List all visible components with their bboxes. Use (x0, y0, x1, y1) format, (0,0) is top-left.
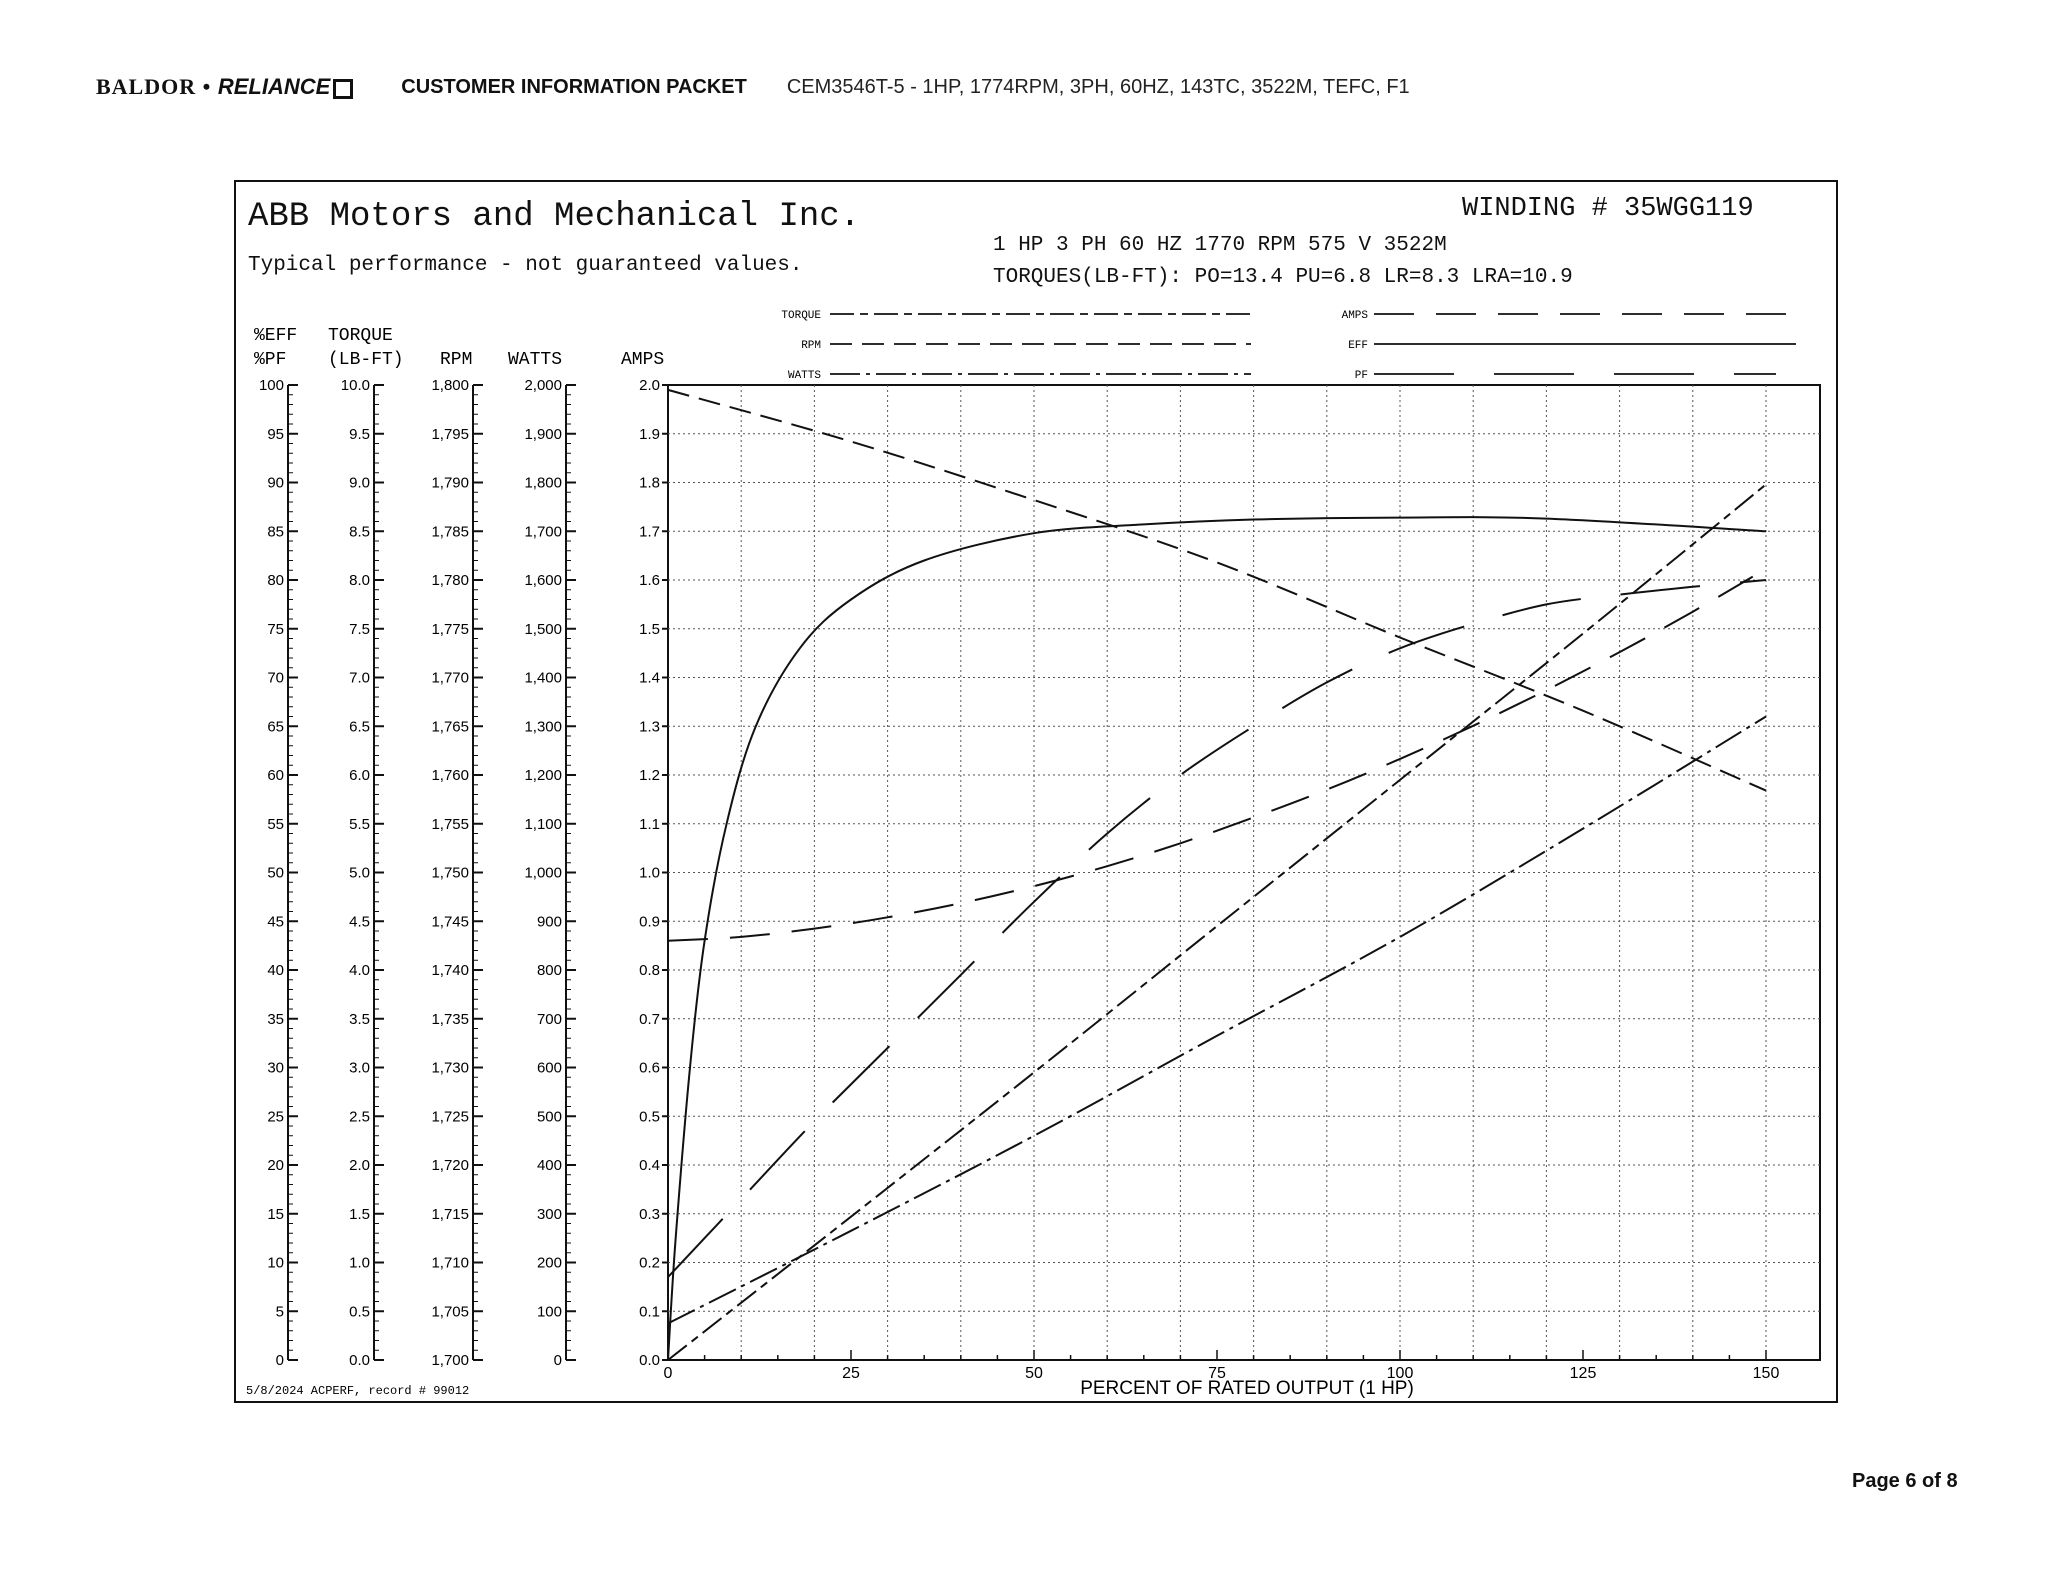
axis-title-torque: TORQUE (328, 326, 393, 346)
x-tick-label: 125 (1569, 1365, 1597, 1382)
axis-label-torque: 6.5 (349, 718, 370, 736)
axis-label-amps: 0.4 (639, 1157, 660, 1174)
axis-label-torque: 8.0 (349, 572, 370, 589)
axis-title-eff_pf: %PF (254, 350, 287, 370)
axis-label-eff_pf: 0 (275, 1352, 284, 1369)
brand-reliance: RELIANCE (217, 74, 331, 99)
axis-label-rpm: 1,790 (431, 474, 469, 492)
winding-number: WINDING # 35WGG119 (1462, 194, 1754, 224)
legend-label: AMPS (1341, 310, 1368, 322)
axis-label-eff_pf: 75 (267, 620, 284, 638)
axis-label-watts: 700 (536, 1010, 562, 1028)
axis-label-rpm: 1,755 (431, 815, 469, 833)
axis-label-amps: 0.3 (639, 1205, 660, 1223)
axis-label-torque: 9.5 (349, 425, 370, 443)
axis-label-eff_pf: 90 (267, 474, 284, 492)
axis-label-watts: 1,500 (524, 620, 562, 638)
footer-note: 5/8/2024 ACPERF, record # 99012 (246, 1384, 470, 1398)
performance-panel (234, 180, 1838, 1403)
x-tick-label: 75 (1208, 1365, 1226, 1382)
axis-label-amps: 0.0 (639, 1352, 660, 1369)
axis-label-watts: 1,000 (524, 864, 562, 882)
packet-title: CUSTOMER INFORMATION PACKET (401, 75, 747, 98)
axis-label-rpm: 1,740 (431, 962, 469, 979)
axis-label-eff_pf: 25 (267, 1108, 284, 1126)
legend-label: PF (1354, 370, 1368, 382)
axis-label-torque: 1.5 (349, 1205, 370, 1223)
axis-label-watts: 1,100 (524, 815, 562, 833)
legend-label: WATTS (787, 370, 821, 382)
torque-specs: TORQUES(LB-FT): PO=13.4 PU=6.8 LR=8.3 LRA=10.9 (993, 266, 1573, 289)
axis-label-amps: 1.1 (639, 815, 660, 833)
axis-label-eff_pf: 35 (267, 1010, 284, 1028)
axis-label-eff_pf: 5 (275, 1303, 284, 1321)
axis-label-watts: 1,400 (524, 669, 562, 687)
axis-label-watts: 0 (553, 1352, 562, 1369)
axis-label-eff_pf: 50 (267, 864, 284, 882)
series-pf-line (668, 580, 1766, 1277)
series-amps-line (668, 569, 1766, 941)
brand-baldor: BALDOR (96, 74, 197, 99)
axis-label-torque: 3.0 (349, 1059, 370, 1077)
model-description: CEM3546T-5 - 1HP, 1774RPM, 3PH, 60HZ, 143TC, 3522M, TEFC, F1 (786, 75, 1410, 98)
axis-label-torque: 5.0 (349, 864, 370, 882)
axis-label-rpm: 1,775 (431, 620, 469, 638)
axis-label-watts: 300 (536, 1205, 562, 1223)
brand-separator: • (202, 74, 212, 99)
axis-label-rpm: 1,725 (431, 1108, 469, 1126)
company-name: ABB Motors and Mechanical Inc. (248, 198, 861, 236)
legend-label: EFF (1348, 340, 1368, 352)
axis-title-rpm: RPM (440, 350, 473, 370)
axis-label-torque: 0.0 (349, 1352, 370, 1369)
axis-label-eff_pf: 80 (267, 572, 284, 589)
axis-label-watts: 600 (536, 1059, 562, 1077)
axis-label-rpm: 1,710 (431, 1254, 469, 1272)
series-torque-line (668, 484, 1766, 1360)
axis-label-eff_pf: 55 (267, 815, 284, 833)
axis-title-watts: WATTS (508, 350, 563, 370)
axis-label-watts: 1,600 (524, 572, 562, 589)
axis-label-eff_pf: 20 (267, 1157, 284, 1174)
x-tick-label: 25 (842, 1365, 860, 1382)
axis-label-watts: 1,300 (524, 718, 562, 736)
axis-label-amps: 0.1 (639, 1303, 660, 1321)
axis-label-rpm: 1,715 (431, 1205, 469, 1223)
axis-label-torque: 7.0 (349, 669, 370, 687)
logo-mark-icon (333, 79, 353, 99)
x-tick-label: 50 (1025, 1365, 1043, 1382)
brand-logo (96, 74, 353, 100)
axis-label-amps: 0.6 (639, 1059, 660, 1077)
axis-label-amps: 1.3 (639, 718, 660, 736)
axis-label-rpm: 1,770 (431, 669, 469, 687)
axis-label-amps: 0.7 (639, 1010, 660, 1028)
axis-label-eff_pf: 30 (267, 1059, 284, 1077)
axis-label-amps: 0.5 (639, 1108, 660, 1126)
axis-label-rpm: 1,765 (431, 718, 469, 736)
axis-label-torque: 3.5 (349, 1010, 370, 1028)
axis-label-eff_pf: 65 (267, 718, 284, 736)
performance-chart (236, 182, 1836, 1401)
axis-label-rpm: 1,800 (431, 377, 469, 394)
axis-label-rpm: 1,780 (431, 572, 469, 589)
axis-label-torque: 10.0 (340, 377, 370, 394)
axis-label-watts: 500 (536, 1108, 562, 1126)
axis-label-torque: 8.5 (349, 523, 370, 541)
axis-label-watts: 800 (536, 962, 562, 979)
axis-label-amps: 1.6 (639, 572, 660, 589)
axis-label-amps: 1.4 (639, 669, 660, 687)
axis-label-torque: 1.0 (349, 1254, 370, 1272)
axis-label-eff_pf: 95 (267, 425, 284, 443)
axis-label-rpm: 1,795 (431, 425, 469, 443)
axis-title-eff_pf: %EFF (254, 326, 298, 346)
axis-label-rpm: 1,720 (431, 1157, 469, 1174)
axis-label-amps: 1.5 (639, 620, 660, 638)
axis-title-amps: AMPS (621, 350, 665, 370)
axis-label-rpm: 1,745 (431, 913, 469, 931)
axis-label-eff_pf: 85 (267, 523, 284, 541)
axis-label-watts: 1,700 (524, 523, 562, 541)
axis-label-torque: 4.0 (349, 962, 370, 979)
axis-label-watts: 200 (536, 1254, 562, 1272)
legend-label: TORQUE (781, 310, 821, 322)
series-eff-line (668, 517, 1766, 1360)
x-tick-label: 100 (1386, 1365, 1414, 1382)
axis-label-rpm: 1,730 (431, 1059, 469, 1077)
axis-label-amps: 1.7 (639, 523, 660, 541)
x-tick-label: 150 (1752, 1365, 1780, 1382)
axis-label-amps: 1.9 (639, 425, 660, 443)
axis-label-rpm: 1,700 (431, 1352, 469, 1369)
series-rpm-line (668, 390, 1766, 791)
axis-label-torque: 4.5 (349, 913, 370, 931)
axis-title-torque: (LB-FT) (328, 350, 404, 370)
axis-label-amps: 0.2 (639, 1254, 660, 1272)
axis-label-rpm: 1,705 (431, 1303, 469, 1321)
legend-label: RPM (801, 340, 821, 352)
page-header (96, 74, 1410, 100)
axis-label-torque: 9.0 (349, 474, 370, 492)
axis-label-rpm: 1,785 (431, 523, 469, 541)
axis-label-watts: 1,800 (524, 474, 562, 492)
axis-label-torque: 2.5 (349, 1108, 370, 1126)
axis-label-rpm: 1,735 (431, 1010, 469, 1028)
axis-label-eff_pf: 60 (267, 767, 284, 784)
axis-label-torque: 5.5 (349, 815, 370, 833)
x-axis-title: PERCENT OF RATED OUTPUT (1 HP) (1080, 1378, 1414, 1399)
axis-label-watts: 1,200 (524, 767, 562, 784)
axis-label-rpm: 1,760 (431, 767, 469, 784)
axis-label-torque: 7.5 (349, 620, 370, 638)
axis-label-torque: 6.0 (349, 767, 370, 784)
axis-label-eff_pf: 10 (267, 1254, 284, 1272)
motor-specs: 1 HP 3 PH 60 HZ 1770 RPM 575 V 3522M (993, 234, 1447, 257)
axis-label-amps: 1.2 (639, 767, 660, 784)
axis-label-eff_pf: 100 (258, 377, 284, 394)
axis-label-eff_pf: 45 (267, 913, 284, 931)
axis-label-watts: 1,900 (524, 425, 562, 443)
axis-label-watts: 2,000 (524, 377, 562, 394)
x-tick-label: 0 (663, 1365, 673, 1382)
page-number: Page 6 of 8 (1852, 1470, 1958, 1492)
axis-label-eff_pf: 40 (267, 962, 284, 979)
axis-label-watts: 100 (536, 1303, 562, 1321)
disclaimer: Typical performance - not guaranteed values. (248, 254, 803, 277)
series-watts-line (668, 717, 1766, 1324)
axis-label-torque: 0.5 (349, 1303, 370, 1321)
axis-label-amps: 0.9 (639, 913, 660, 931)
axis-label-eff_pf: 15 (267, 1205, 284, 1223)
axis-label-amps: 0.8 (639, 962, 660, 979)
axis-label-torque: 2.0 (349, 1157, 370, 1174)
axis-label-eff_pf: 70 (267, 669, 284, 687)
axis-label-rpm: 1,750 (431, 864, 469, 882)
axis-label-amps: 2.0 (639, 377, 660, 394)
axis-label-amps: 1.8 (639, 474, 660, 492)
axis-label-watts: 400 (536, 1157, 562, 1174)
axis-label-amps: 1.0 (639, 864, 660, 882)
axis-label-watts: 900 (536, 913, 562, 931)
